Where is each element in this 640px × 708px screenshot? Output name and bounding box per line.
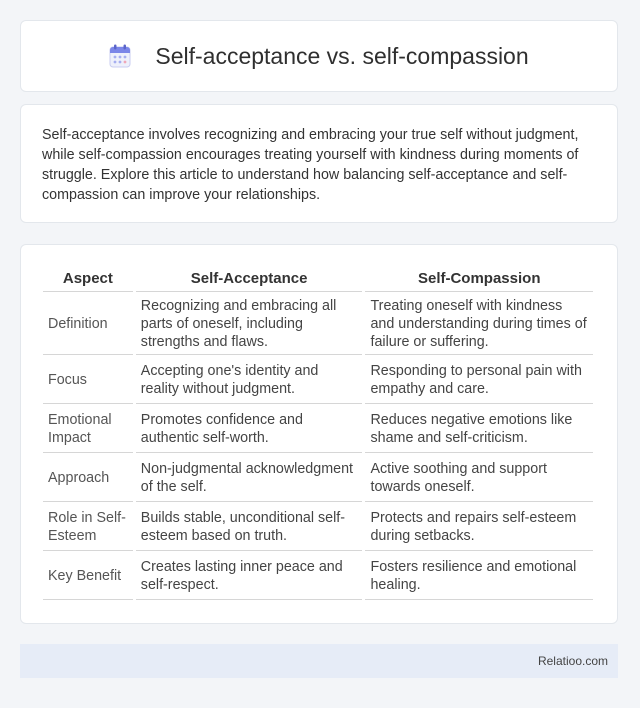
calendar-icon xyxy=(109,44,131,68)
row-aspect: Emotional Impact xyxy=(43,404,133,453)
intro-card xyxy=(20,104,618,223)
header-aspect: Aspect xyxy=(43,265,133,292)
row-self-acceptance: Non-judgmental acknowledgment of the self. xyxy=(136,453,363,502)
header-self-acceptance: Self-Acceptance xyxy=(136,265,363,292)
row-self-acceptance: Accepting one's identity and reality without judgment. xyxy=(136,355,363,404)
table-row xyxy=(43,404,593,453)
row-self-compassion: Active soothing and support towards oneself. xyxy=(365,453,593,502)
row-self-acceptance: Promotes confidence and authentic self-worth. xyxy=(136,404,363,453)
title-card xyxy=(20,20,618,92)
row-self-compassion: Treating oneself with kindness and understanding during times of failure or suffering. xyxy=(365,292,593,355)
footer-site-link[interactable]: Relatioo.com xyxy=(537,654,608,668)
footer-bar xyxy=(20,644,618,678)
table-row xyxy=(43,453,593,502)
comparison-card xyxy=(20,244,618,624)
row-self-compassion: Fosters resilience and emotional healing. xyxy=(365,551,593,600)
row-self-compassion: Protects and repairs self-esteem during setbacks. xyxy=(365,502,593,551)
row-self-compassion: Responding to personal pain with empathy and care. xyxy=(365,355,593,404)
header-self-compassion: Self-Compassion xyxy=(365,265,593,292)
page-title: Self-acceptance vs. self-compassion xyxy=(155,42,529,69)
row-self-compassion: Reduces negative emotions like shame and self-criticism. xyxy=(365,404,593,453)
row-aspect: Focus xyxy=(43,355,133,404)
row-self-acceptance: Creates lasting inner peace and self-respect. xyxy=(136,551,363,600)
table-row xyxy=(43,551,593,600)
row-aspect: Key Benefit xyxy=(43,551,133,600)
row-aspect: Definition xyxy=(43,292,133,355)
table-row xyxy=(43,355,593,404)
table-row xyxy=(43,292,593,355)
comparison-table xyxy=(40,265,596,600)
intro-paragraph: Self-acceptance involves recognizing and embracing your true self without judgment, while self-compassion encourages treating yourself with kindness during moments of struggle. Explore this article to understand how balancing self-acceptance and self-compassion can improve your relationships. xyxy=(42,127,579,203)
table-header-row xyxy=(43,265,593,292)
table-row xyxy=(43,502,593,551)
row-aspect: Approach xyxy=(43,453,133,502)
row-self-acceptance: Recognizing and embracing all parts of oneself, including strengths and flaws. xyxy=(136,292,363,355)
row-aspect: Role in Self-Esteem xyxy=(43,502,133,551)
row-self-acceptance: Builds stable, unconditional self-esteem based on truth. xyxy=(136,502,363,551)
